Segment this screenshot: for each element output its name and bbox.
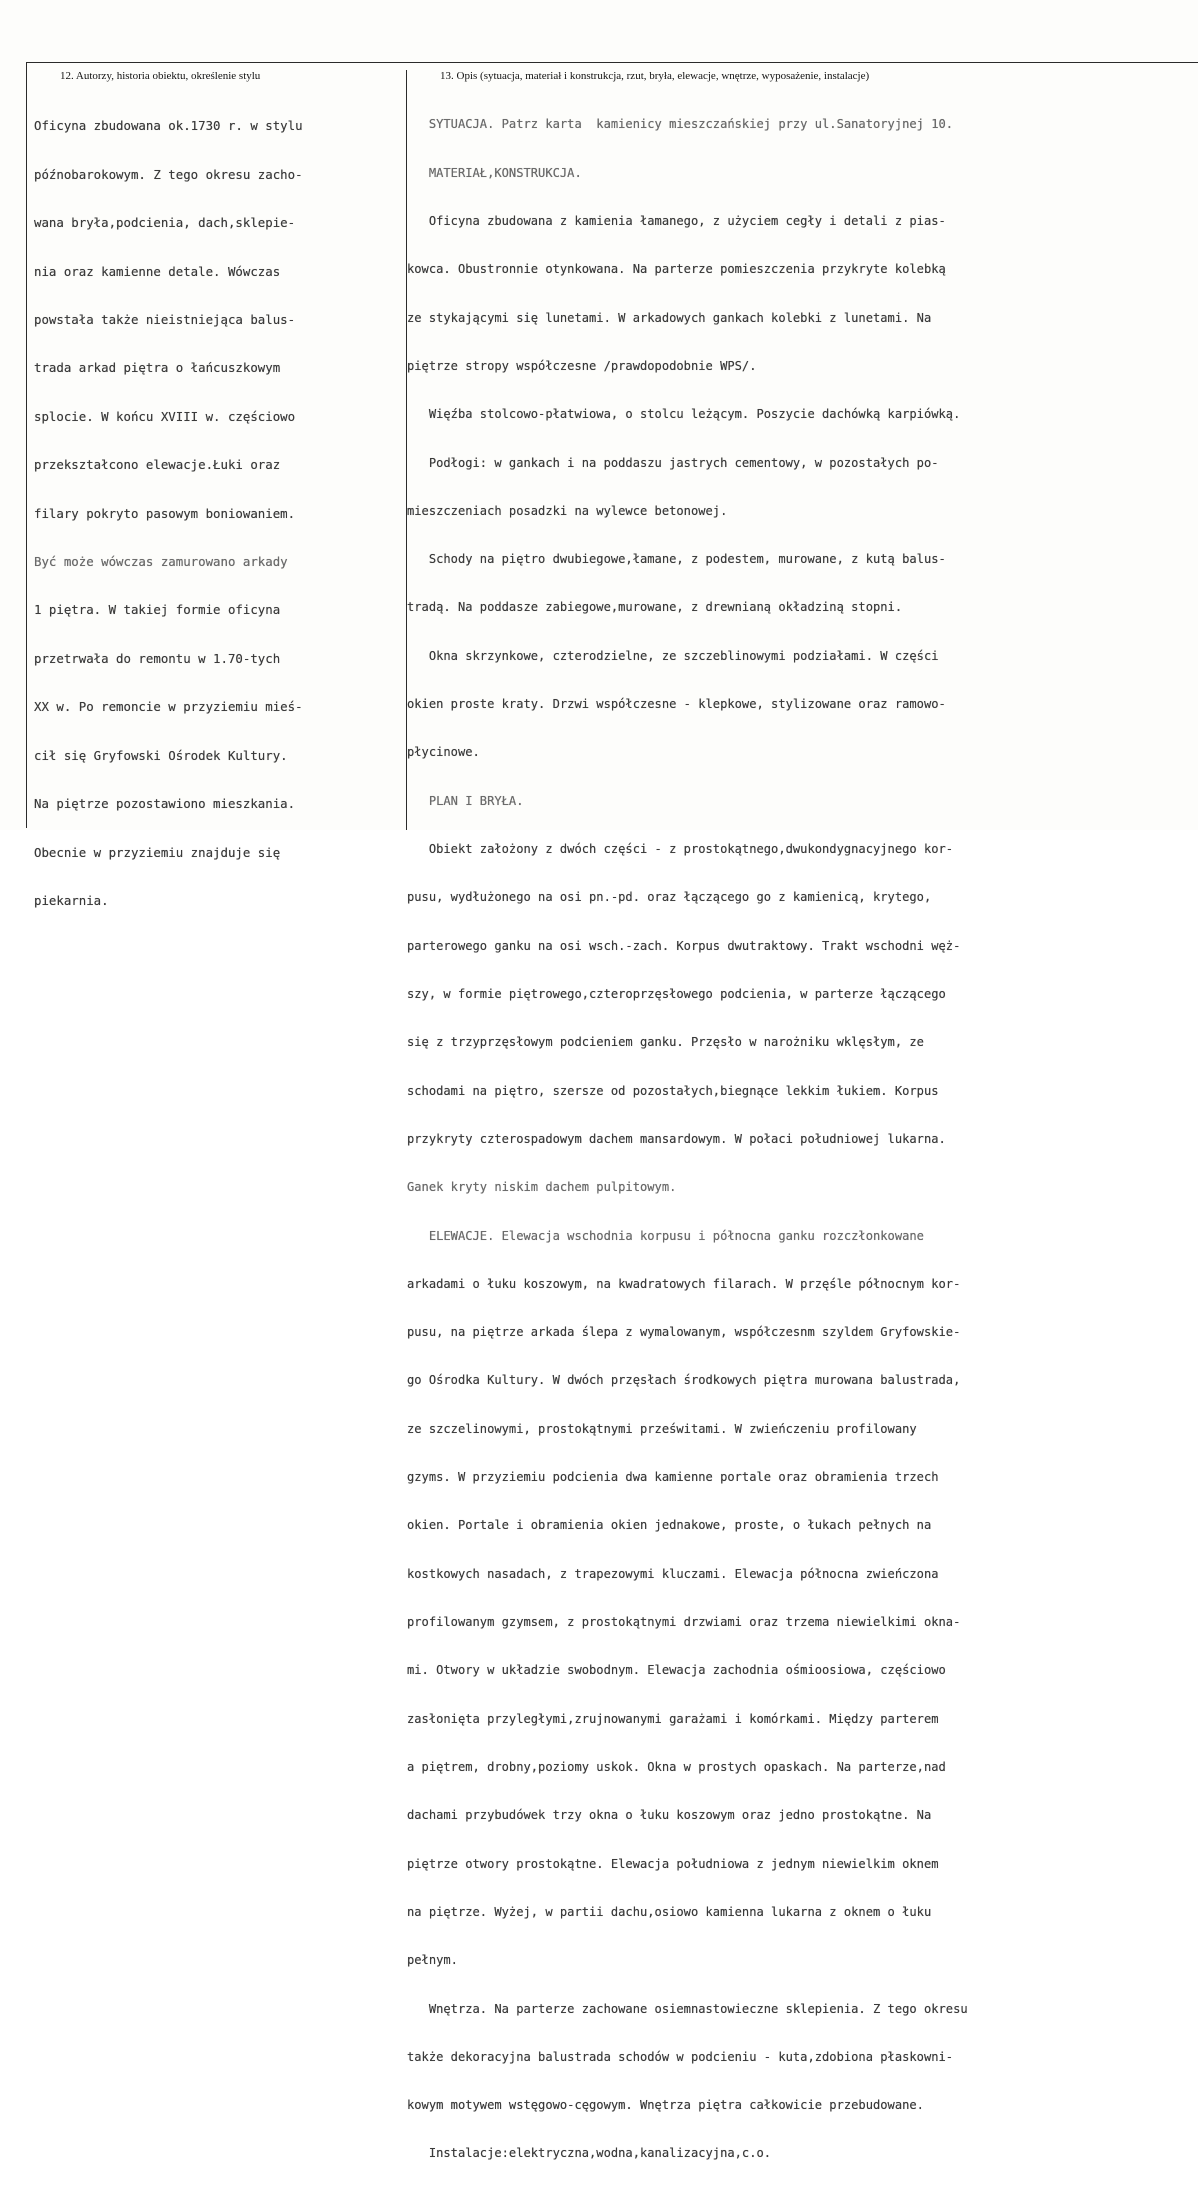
- section-12-text: [34, 86, 303, 941]
- typed-line: Schody na piętro dwubiegowe,łamane, z podestem, murowane, z kutą balus-: [407, 552, 946, 567]
- typed-line: ze szczelinowymi, prostokątnymi prześwitami. W zwieńczeniu profilowany: [407, 1421, 917, 1436]
- typed-line: PLAN I BRYŁA.: [407, 793, 524, 808]
- typed-line: kowca. Obustronnie otynkowana. Na parterze pomieszczenia przykryte kolebką: [407, 262, 946, 277]
- typed-line: cił się Gryfowski Ośrodek Kultury.: [34, 747, 288, 763]
- typed-line: SYTUACJA. Patrz karta kamienicy mieszczańskiej przy ul.Sanatoryjnej 10.: [407, 117, 954, 132]
- typed-line: zasłonięta przyległymi,zrujnowanymi garażami i komórkami. Między parterem: [407, 1711, 939, 1726]
- typed-line: splocie. W końcu XVIII w. częściowo: [34, 408, 296, 424]
- typed-line: Obecnie w przyziemiu znajduje się: [34, 844, 281, 860]
- typed-line: Ganek kryty niskim dachem pulpitowym.: [407, 1180, 677, 1195]
- typed-line: szy, w formie piętrowego,czteroprzęsłowego podcienia, w parterze łączącego: [407, 986, 946, 1001]
- typed-line: się z trzyprzęsłowym podcieniem ganku. Przęsło w narożniku wklęsłym, ze: [407, 1035, 924, 1050]
- typed-line: przekształcono elewacje.Łuki oraz: [34, 457, 281, 473]
- typed-line: Podłogi: w gankach i na poddaszu jastrych cementowy, w pozostałych po-: [407, 455, 939, 470]
- typed-line: Obiekt założony z dwóch części - z prostokątnego,dwukondygnacyjnego kor-: [407, 842, 954, 856]
- typed-line: także dekoracyjna balustrada schodów w podcieniu - kuta,zdobiona płaskowni-: [407, 2049, 954, 2064]
- typed-line: schodami na piętro, szersze od pozostałych,biegnące lekkim łukiem. Korpus: [407, 1083, 939, 1098]
- typed-line: mi. Otwory w układzie swobodnym. Elewacja zachodnia ośmioosiowa, częściowo: [407, 1663, 946, 1678]
- typed-line: na piętrze. Wyżej, w partii dachu,osiowo kamienna lukarna z oknem o łuku: [407, 1904, 932, 1919]
- typed-line: MATERIAŁ,KONSTRUKCJA.: [407, 165, 582, 180]
- typed-line: mieszczeniach posadzki na wylewce betonowej.: [407, 503, 728, 518]
- typed-line: kostkowych nasadach, z trapezowymi kluczami. Elewacja północna zwieńczona: [407, 1566, 939, 1581]
- typed-line: filary pokryto pasowym boniowaniem.: [34, 505, 296, 521]
- typed-line: Wnętrza. Na parterze zachowane osiemnastowieczne sklepienia. Z tego okresu: [407, 2001, 968, 2016]
- typed-line: przetrwała do remontu w 1.70-tych: [34, 650, 281, 666]
- typed-line: gzyms. W przyziemiu podcienia dwa kamienne portale oraz obramienia trzech: [407, 1470, 939, 1485]
- typed-line: Na piętrze pozostawiono mieszkania.: [34, 796, 296, 812]
- typed-line: profilowanym gzymsem, z prostokątnymi drzwiami oraz trzema niewielkimi okna-: [407, 1615, 961, 1629]
- typed-line: kowym motywem wstęgowo-cęgowym. Wnętrza piętra całkowicie przebudowane.: [407, 2098, 924, 2113]
- typed-line: dachami przybudówek trzy okna o łuku koszowym oraz jedno prostokątne. Na: [407, 1808, 932, 1823]
- typed-line: Instalacje:elektryczna,wodna,kanalizacyjna,c.o.: [407, 2146, 772, 2161]
- typed-line: trada arkad piętra o łańcuszkowym: [34, 360, 281, 376]
- typed-line: a piętrem, drobny,poziomy uskok. Okna w prostych opaskach. Na parterze,nad: [407, 1759, 946, 1774]
- typed-line: tradą. Na poddasze zabiegowe,murowane, z drewnianą okładziną stopni.: [407, 600, 903, 615]
- typed-line: okien. Portale i obramienia okien jednakowe, proste, o łukach pełnych na: [407, 1518, 932, 1533]
- typed-line: płycinowe.: [407, 745, 480, 760]
- typed-line: powstała także nieistniejąca balus-: [34, 312, 296, 328]
- typed-line: ELEWACJE. Elewacja wschodnia korpusu i północna ganku rozczłonkowane: [407, 1228, 924, 1243]
- typed-line: Oficyna zbudowana ok.1730 r. w stylu: [34, 118, 303, 134]
- typed-line: pusu, na piętrze arkada ślepa z wymalowanym, współczesnm szyldem Gryfowskie-: [407, 1325, 961, 1340]
- typed-line: piekarnia.: [34, 892, 109, 908]
- typed-line: wana bryła,podcienia, dach,sklepie-: [34, 215, 296, 231]
- typed-line: 1 piętra. W takiej formie oficyna: [34, 602, 281, 618]
- section-13-title: 13. Opis (sytuacja, materiał i konstrukcja, rzut, bryła, elewacje, wnętrze, wyposażenie, instalacje): [440, 70, 870, 82]
- typed-line: go Ośrodka Kultury. W dwóch przęsłach środkowych piętra murowana balustrada,: [407, 1373, 961, 1388]
- typed-line: pusu, wydłużonego na osi pn.-pd. oraz łączącego go z kamienicą, krytego,: [407, 890, 932, 905]
- typed-line: Więźba stolcowo-płatwiowa, o stolcu leżącym. Poszycie dachówką karpiówką.: [407, 407, 961, 422]
- typed-line: Być może wówczas zamurowano arkady: [34, 554, 288, 570]
- typed-line: parterowego ganku na osi wsch.-zach. Korpus dwutraktowy. Trakt wschodni węż-: [407, 938, 961, 953]
- typed-line: arkadami o łuku koszowym, na kwadratowych filarach. W przęśle północnym kor-: [407, 1276, 961, 1291]
- typed-line: Okna skrzynkowe, czterodzielne, ze szczeblinowymi podziałami. W części: [407, 648, 939, 663]
- typed-line: okien proste kraty. Drzwi współczesne - klepkowe, stylizowane oraz ramowo-: [407, 697, 946, 712]
- typed-line: piętrze stropy współczesne /prawdopodobnie WPS/.: [407, 358, 757, 373]
- typed-line: Oficyna zbudowana z kamienia łamanego, z użyciem cegły i detali z pias-: [407, 213, 946, 228]
- section-12-title: 12. Autorzy, historia obiektu, określenie stylu: [60, 70, 261, 82]
- section-13-text: [407, 84, 968, 2194]
- typed-line: ze stykającymi się lunetami. W arkadowych gankach kolebki z lunetami. Na: [407, 310, 932, 325]
- typed-line: pełnym.: [407, 1953, 458, 1968]
- typed-line: nia oraz kamienne detale. Wówczas: [34, 263, 281, 279]
- typed-line: przykryty czterospadowym dachem mansardowym. W połaci południowej lukarna.: [407, 1131, 946, 1146]
- typed-line: XX w. Po remoncie w przyziemiu mieś-: [34, 699, 303, 715]
- typed-line: późnobarokowym. Z tego okresu zacho-: [34, 166, 303, 182]
- typed-line: piętrze otwory prostokątne. Elewacja południowa z jednym niewielkim oknem: [407, 1856, 939, 1871]
